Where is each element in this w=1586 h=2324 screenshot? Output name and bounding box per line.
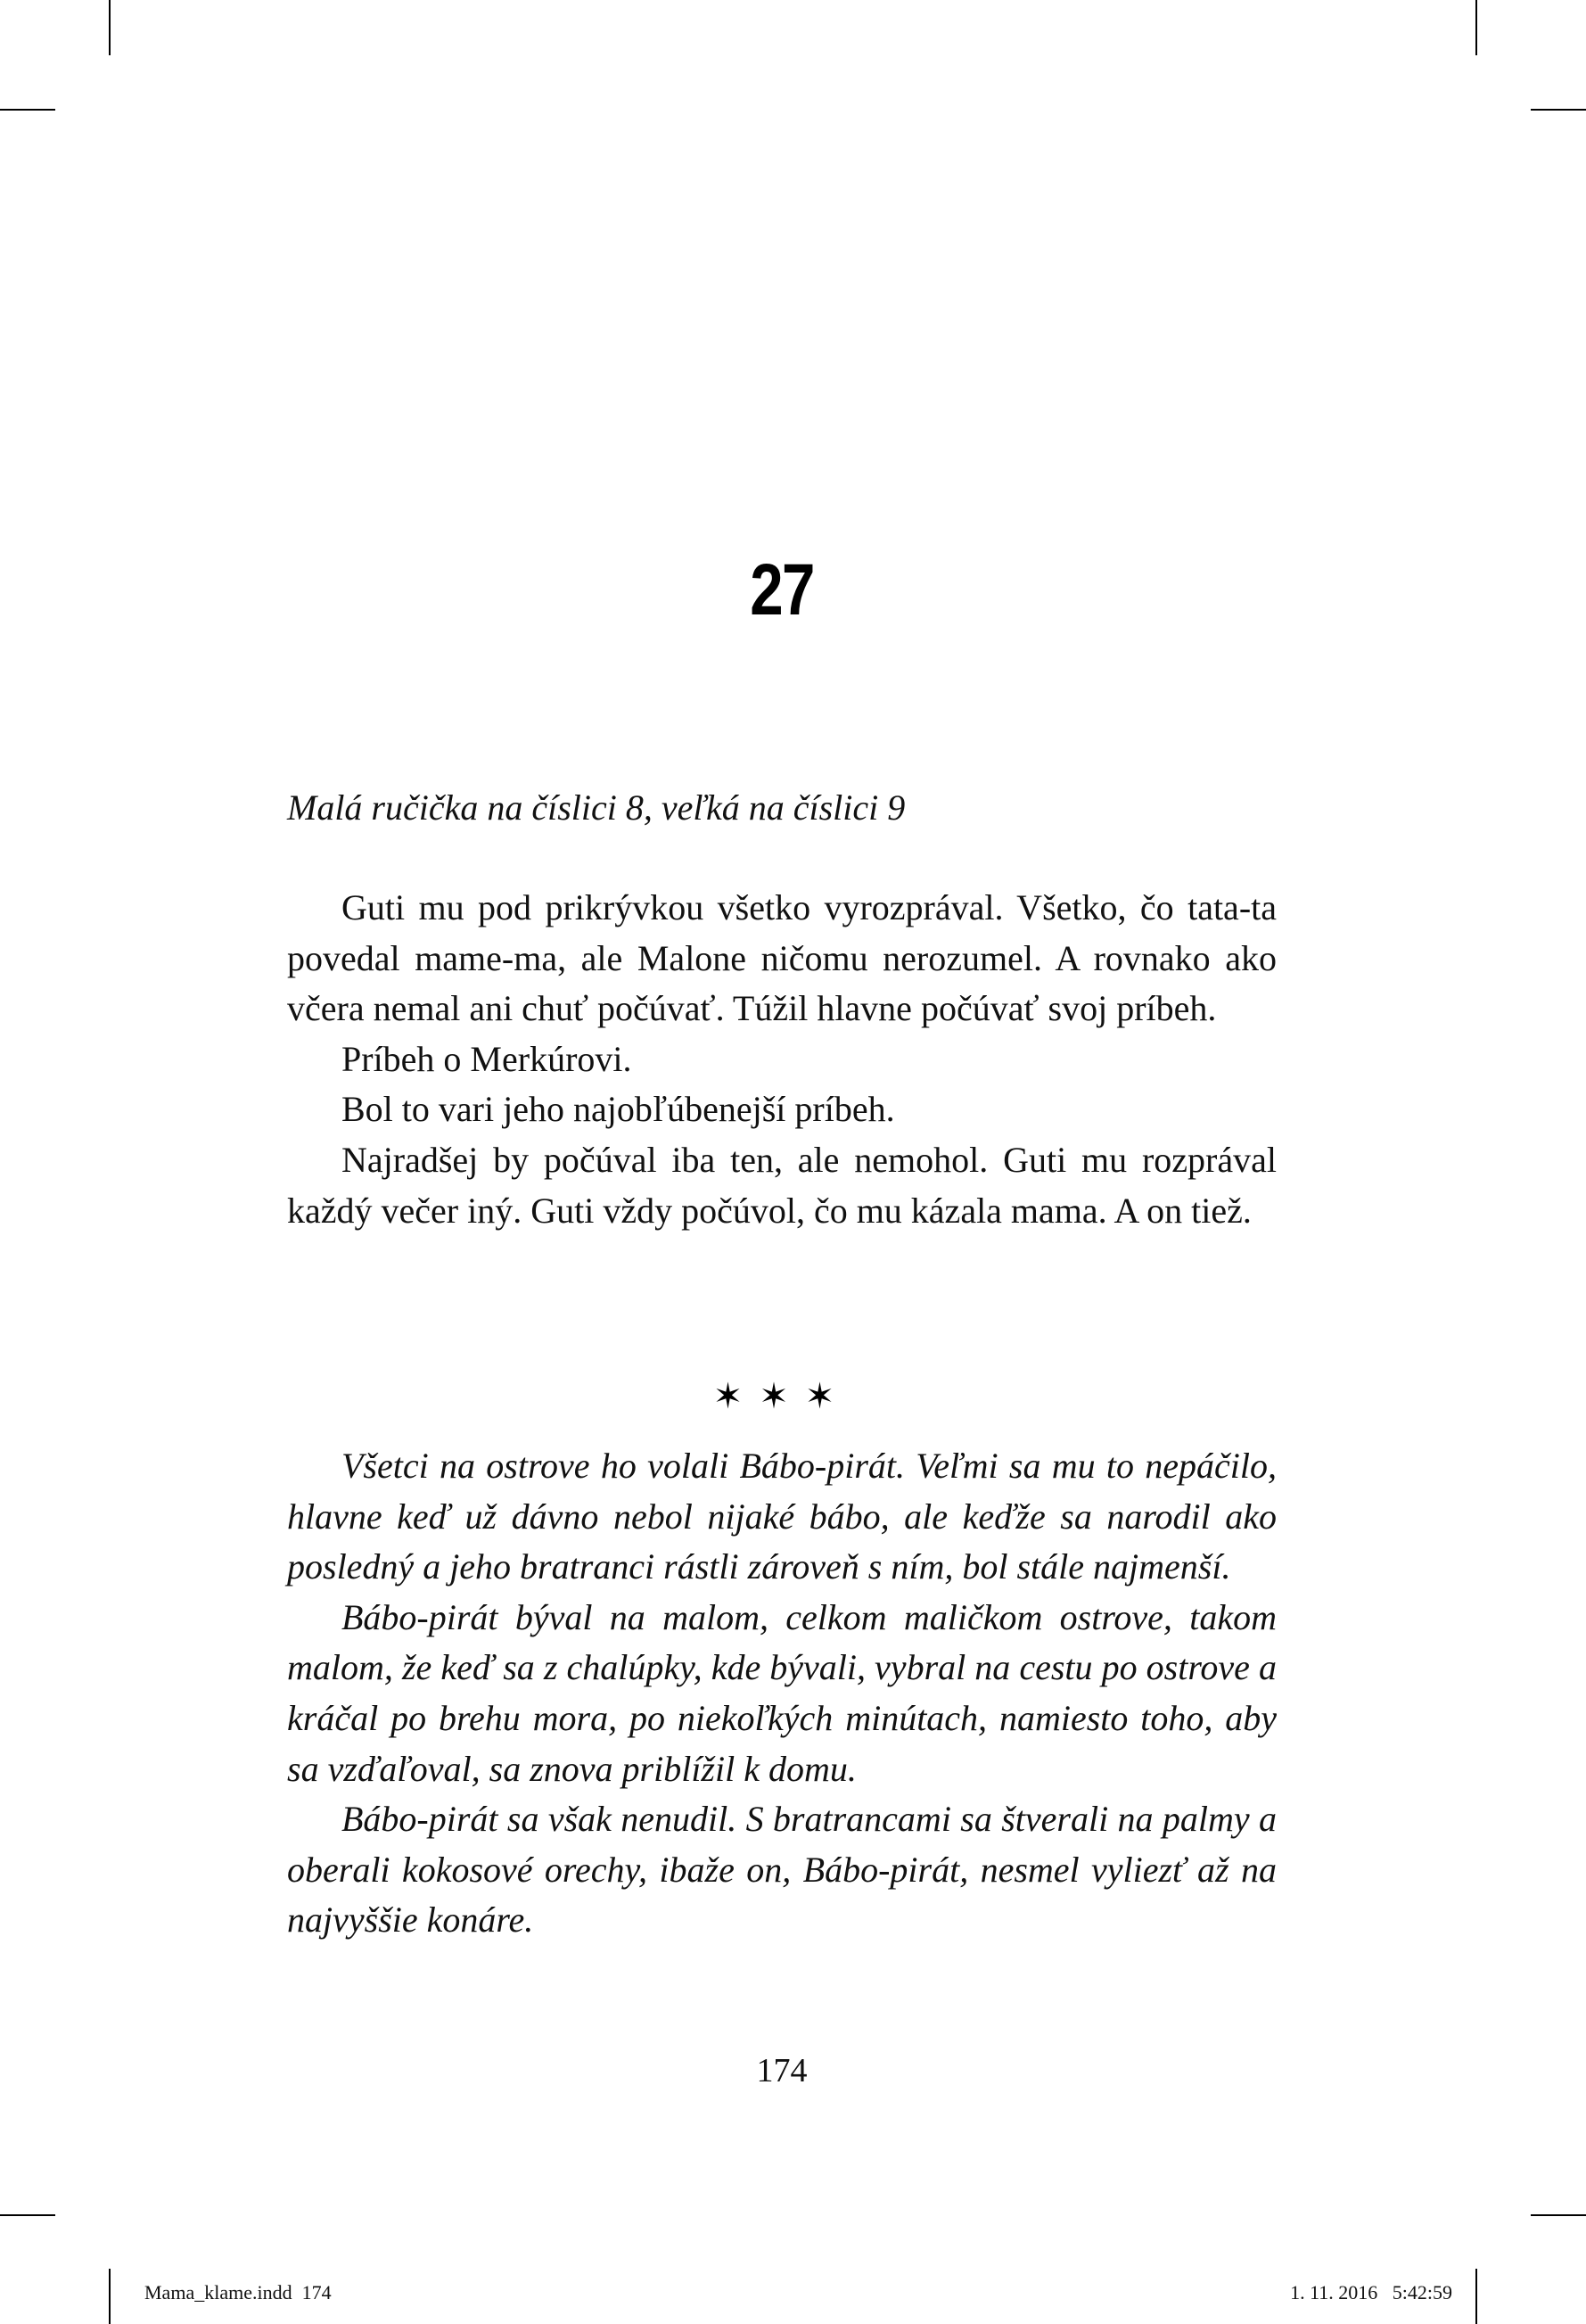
paragraph: Guti mu pod prikrývkou všetko vyrozprával. Všetko, čo tata-ta povedal mame-ma, ale Malone ničomu nerozumel. A rovnako ako včera nemal ani chuť počúvať. Túžil hlavne počúvať svoj príbeh.	[287, 887, 1277, 1029]
slug-time: 5:42:59	[1392, 2281, 1452, 2303]
paragraph: Bol to vari jeho najobľúbenejší príbeh.	[341, 1089, 895, 1130]
paragraph: Najradšej by počúval iba ten, ale nemohol. Guti mu rozprával každý večer iný. Guti vždy počúvol, čo mu kázala mama. A on tiež.	[287, 1139, 1277, 1231]
crop-mark-bottom-right-h	[1531, 2214, 1586, 2216]
slug-page: 174	[301, 2281, 332, 2303]
paragraph: Bábo-pirát býval na malom, celkom maličkom ostrove, takom malom, že keď sa z chalúpky, kde bývali, vybral na cestu po ostrove a kráčal po brehu mora, po niekoľkých minútach, namiesto toho, aby sa vzďaľoval, sa znova priblížil k domu.	[287, 1596, 1277, 1789]
paragraph: Všetci na ostrove ho volali Bábo-pirát. Veľmi sa mu to nepáčilo, hlavne keď už dávno nebol nijaké bábo, ale keďže sa narodil ako posledný a jeho bratranci rástli zároveň s ním, bol stále najmenší.	[287, 1446, 1277, 1587]
crop-mark-bottom-right	[1475, 2269, 1477, 2324]
slug-datetime	[1290, 2280, 1452, 2305]
crop-mark-top-left-h	[0, 109, 55, 111]
body-text-part1	[287, 883, 1277, 1236]
page-number: 174	[756, 2052, 808, 2089]
slug-file	[144, 2280, 332, 2305]
crop-mark-top-left	[109, 0, 111, 55]
chapter-number: 27	[750, 549, 814, 630]
slug-date: 1. 11. 2016	[1290, 2281, 1378, 2303]
crop-mark-bottom-left-h	[0, 2214, 55, 2216]
paragraph: Príbeh o Merkúrovi.	[341, 1038, 632, 1079]
crop-mark-top-right	[1475, 0, 1477, 55]
crop-mark-bottom-left	[109, 2269, 111, 2324]
body-text-part2	[287, 1441, 1277, 1946]
slug-filename: Mama_klame.indd	[144, 2281, 292, 2303]
paragraph: Bábo-pirát sa však nenudil. S bratrancami sa štverali na palmy a oberali kokosové orechy, ibaže on, Bábo-pirát, nesmel vyliezť až na najvyššie konáre.	[287, 1799, 1277, 1941]
time-heading: Malá ručička na číslici 8, veľká na číslici 9	[287, 787, 906, 828]
crop-mark-top-right-h	[1531, 109, 1586, 111]
scene-separator: ✶✶✶	[712, 1376, 851, 1417]
